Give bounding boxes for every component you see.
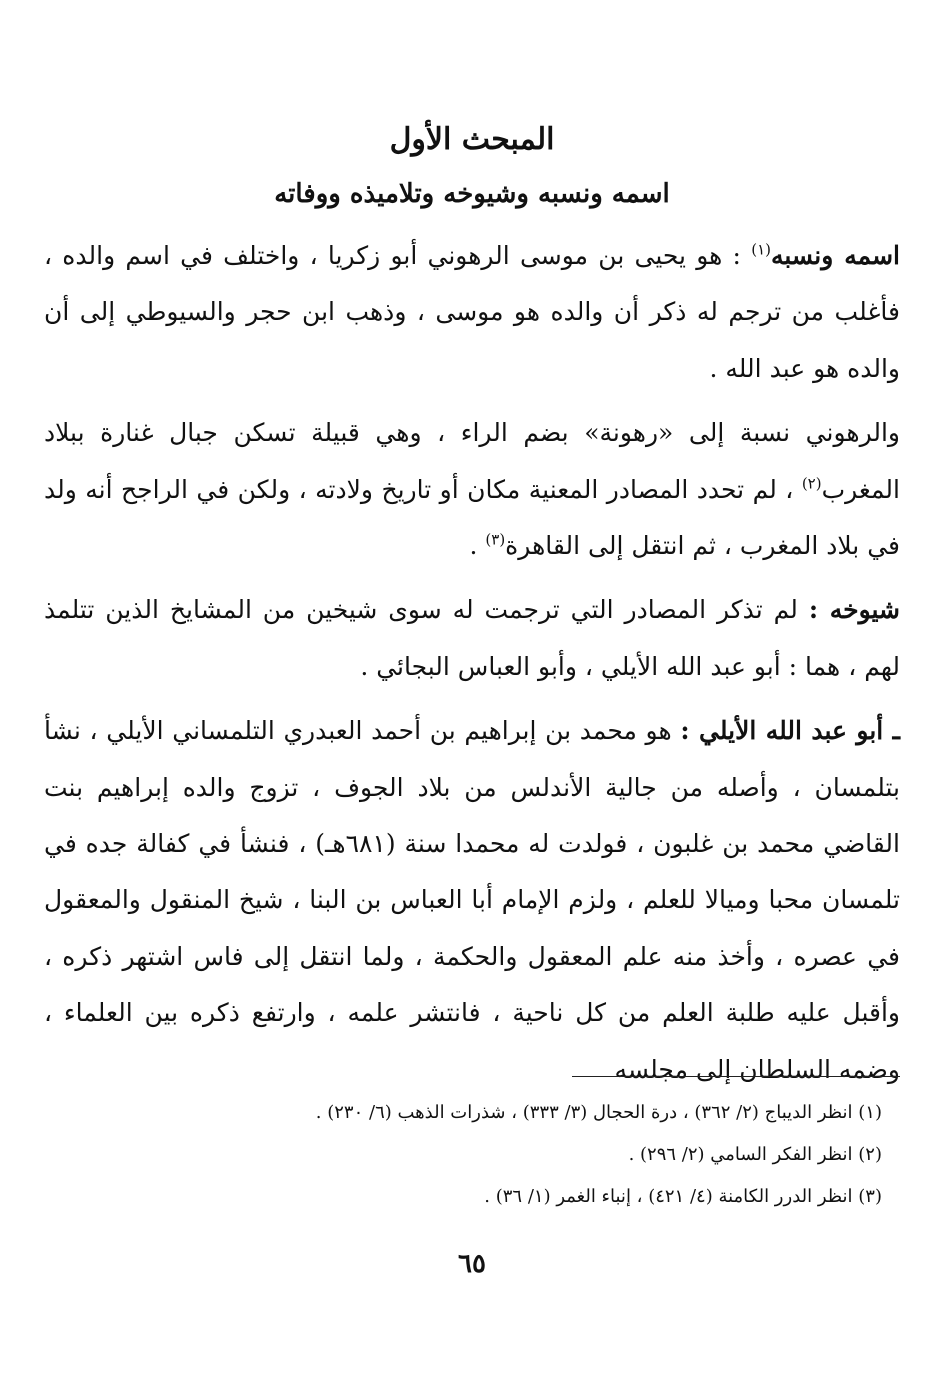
- page-number: ٦٥: [458, 1249, 486, 1279]
- footnote-divider: [572, 1076, 900, 1077]
- footnote-ref: (٢): [801, 474, 822, 493]
- paragraph-text: ، لم تحدد المصادر المعنية مكان أو تاريخ ولادته ، ولكن في الراجح أنه ولد في بلاد المغرب ، ثم انتقل إلى القاهرة: [44, 474, 900, 561]
- paragraph-text: لم تذكر المصادر التي ترجمت له سوى شيخين من المشايخ الذين تتلمذ لهم ، هما : أبو عبد الله الأيلي ، وأبو العباس البجائي .: [44, 595, 900, 681]
- paragraph-text: والرهوني نسبة إلى «رهونة» بضم الراء ، وهي قبيلة تسكن جبال غنارة ببلاد المغرب: [44, 418, 900, 504]
- paragraph-abu-abdullah: [44, 703, 900, 1098]
- paragraph-name-lineage: [44, 228, 900, 397]
- paragraph-lead: اسمه ونسبه: [770, 241, 901, 270]
- chapter-heading: المبحث الأول: [389, 122, 555, 157]
- footnote-ref: (١): [751, 240, 771, 259]
- paragraph-ruhuni: [44, 405, 900, 574]
- paragraph-teachers: [44, 582, 900, 695]
- footnote-2: (٢) انظر الفكر السامي (٢/ ٢٩٦) .: [628, 1144, 882, 1165]
- paragraph-text: هو محمد بن إبراهيم بن أحمد العبدري التلمساني الأيلي ، نشأ بتلمسان ، وأصله من جالية الأندلس من بلاد الجوف ، تزوج والده إبراهيم بنت القاضي محمد بن غلبون ، فولدت له محمدا سنة (٦٨١هـ) ، فنشأ في كفالة جده في تلمسان محبا وميالا للعلم ، ولزم الإمام أبا العباس بن البنا ، شيخ المنقول والمعقول في عصره ، وأخذ منه علم المعقول والحكمة ، ولما انتقل إلى فاس اشتهر ذكره ، وأقبل عليه طلبة العلم من كل ناحية ، فانتشر علمه ، وارتفع ذكره بين العلماء ، وضمه السلطان إلى مجلسه: [44, 716, 900, 1084]
- paragraph-lead: ـ أبو عبد الله الأيلي :: [680, 716, 900, 746]
- footnotes: [44, 1092, 882, 1218]
- main-text: [44, 228, 900, 1098]
- chapter-subheading: اسمه ونسبه وشيوخه وتلاميذه ووفاته: [274, 179, 670, 209]
- footnote-3: (٣) انظر الدرر الكامنة (٤/ ٤٢١) ، إنباء الغمر (١/ ٣٦) .: [484, 1186, 882, 1207]
- paragraph-text: : هو يحيى بن موسى الرهوني أبو زكريا ، واختلف في اسم والده ، فأغلب من ترجم له ذكر أن والده هو موسى ، وذهب ابن حجر والسيوطي إلى أن والده هو عبد الله .: [44, 241, 900, 383]
- footnote-ref: (٣): [485, 530, 506, 549]
- paragraph-lead: شيوخه :: [808, 595, 900, 625]
- paragraph-text: .: [469, 531, 486, 561]
- footnote-1: (١) انظر الديباج (٢/ ٣٦٢) ، درة الحجال (٣/ ٣٣٣) ، شذرات الذهب (٦/ ٢٣٠) .: [315, 1102, 882, 1123]
